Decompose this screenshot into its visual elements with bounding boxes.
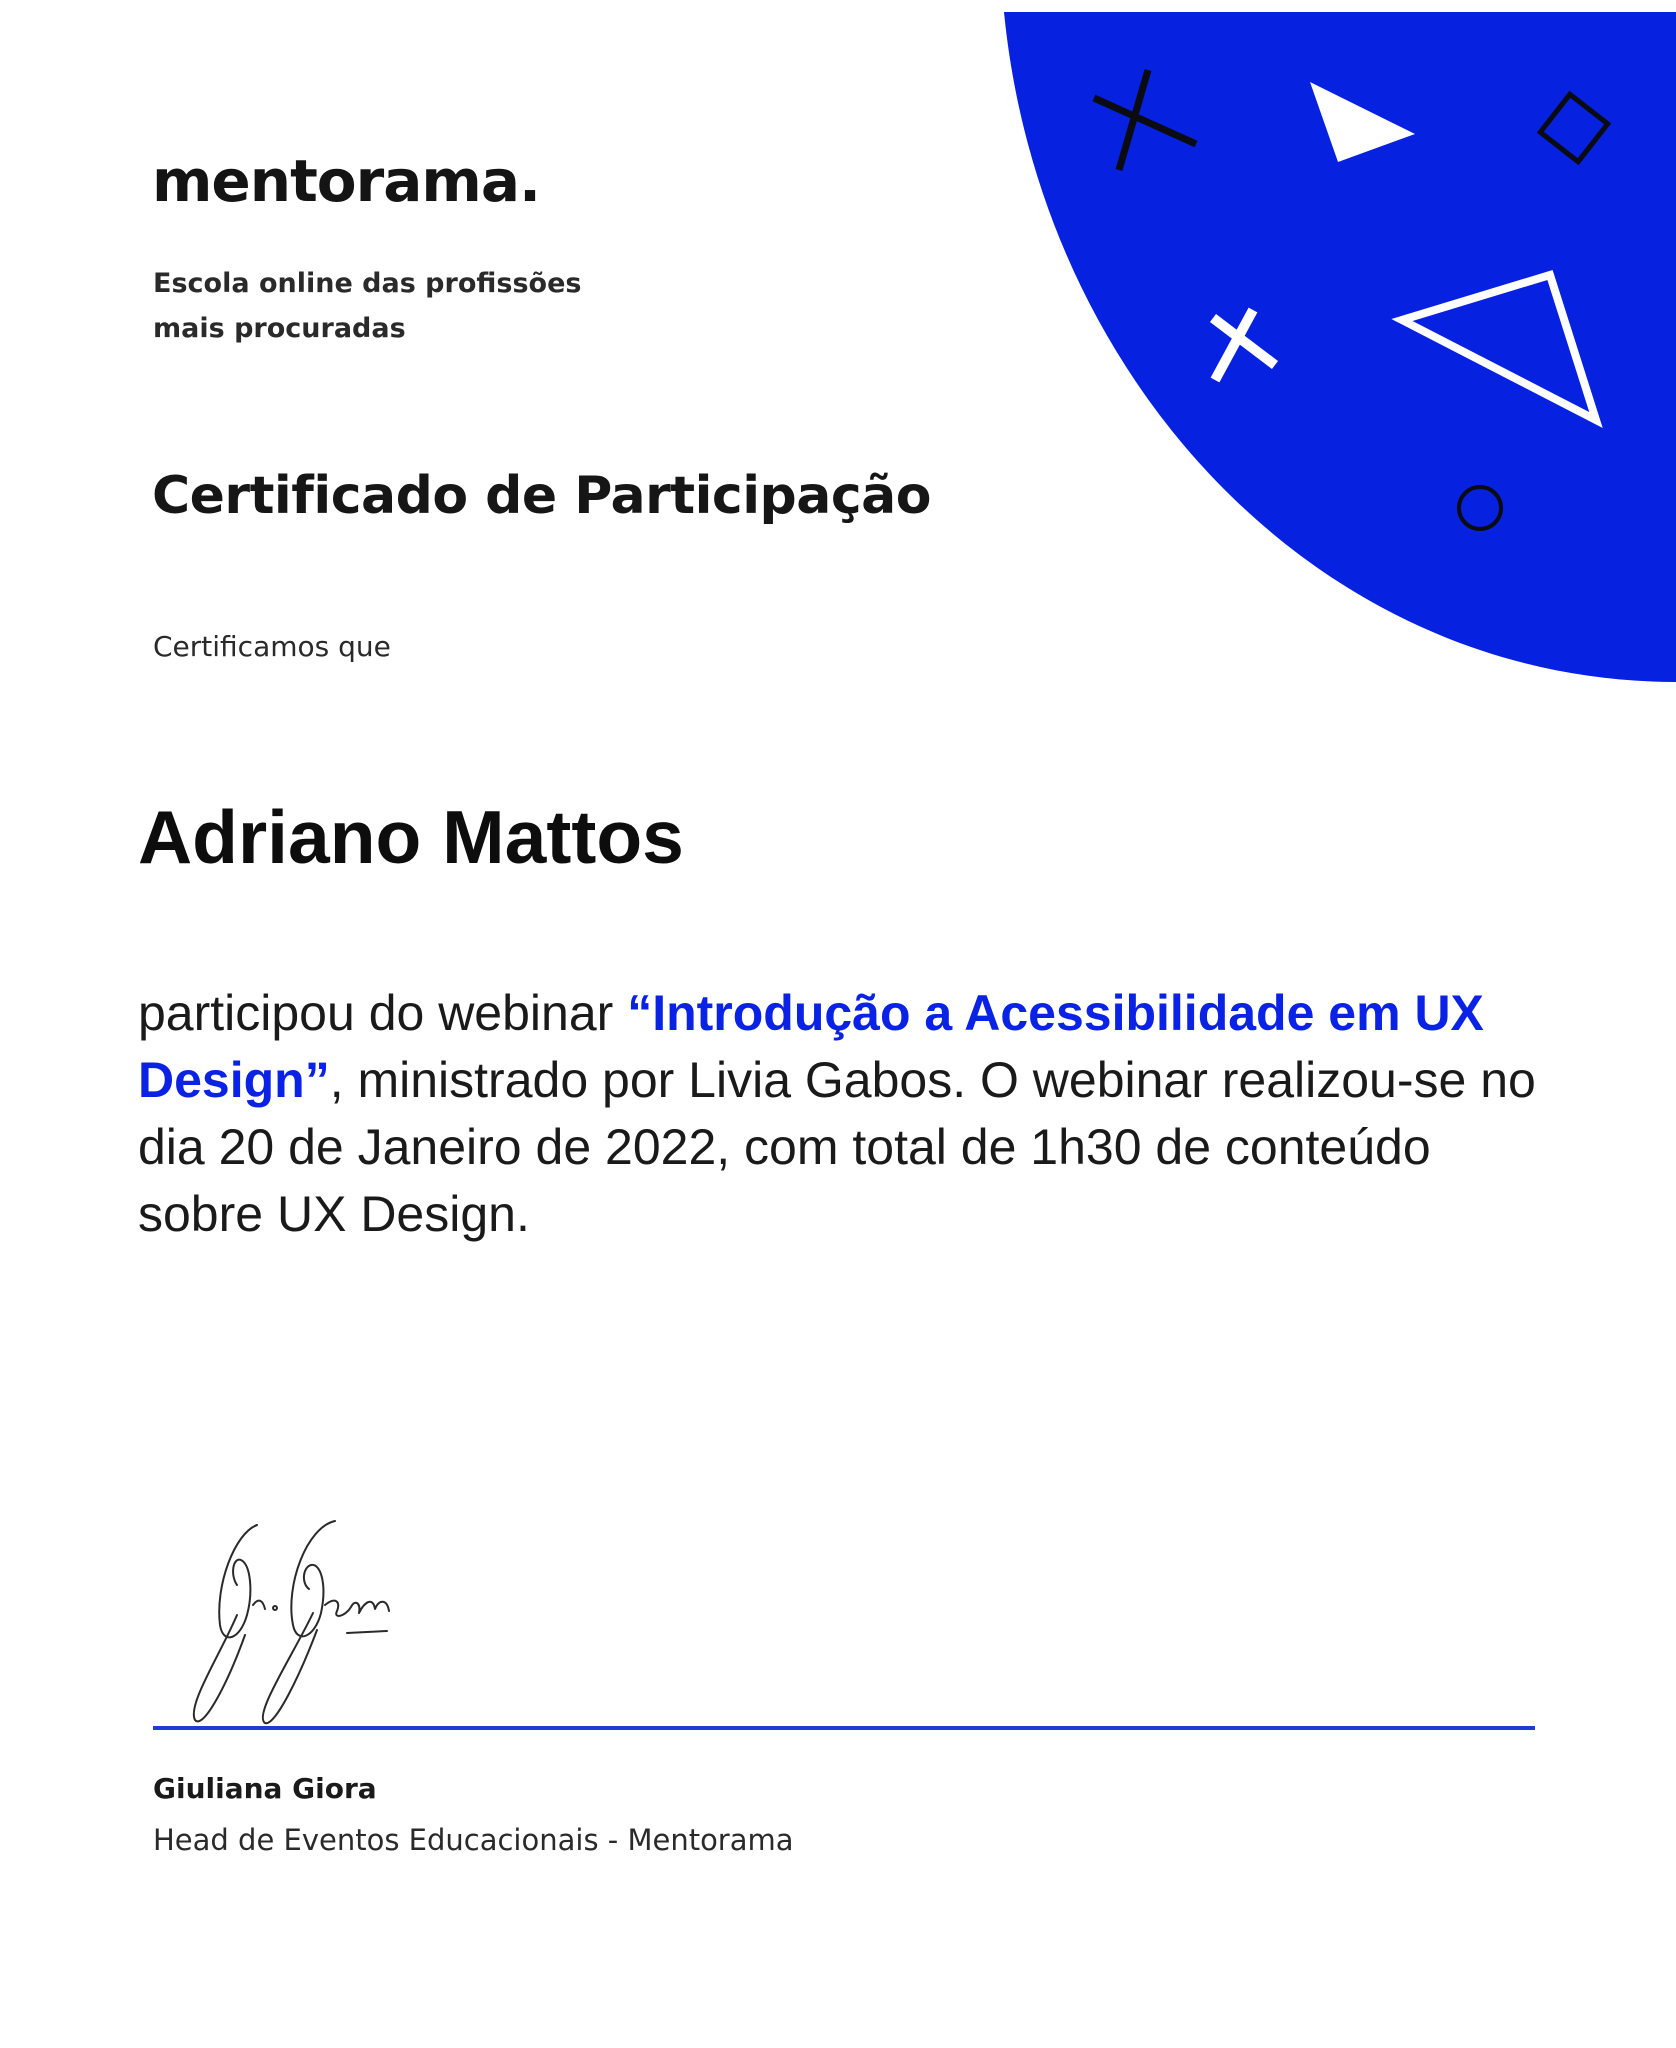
body-pre-text: participou do webinar [138, 985, 628, 1041]
handwritten-signature [175, 1505, 415, 1730]
signature-line [153, 1726, 1535, 1730]
mentorama-logo: mentorama. [152, 147, 540, 215]
tagline-line1: Escola online das profissões [153, 268, 582, 299]
tagline [153, 261, 673, 351]
signer-role: Head de Eventos Educacionais - Mentorama [153, 1823, 794, 1857]
certificate-title: Certificado de Participação [152, 466, 931, 526]
tagline-line2: mais procuradas [153, 313, 406, 344]
certificate-intro: Certificamos que [153, 630, 391, 663]
webinar-title: “Introdução a Acessibilidade em UX Design” [138, 985, 1484, 1108]
body-post-text: , ministrado por Livia Gabos. O webinar realizou-se no dia 20 de Janeiro de 2022, com total de 1h30 de conteúdo sobre UX Design. [138, 1052, 1536, 1242]
recipient-name: Adriano Mattos [138, 795, 684, 879]
signer-name: Giuliana Giora [153, 1772, 377, 1805]
certificate-body [138, 980, 1558, 1248]
